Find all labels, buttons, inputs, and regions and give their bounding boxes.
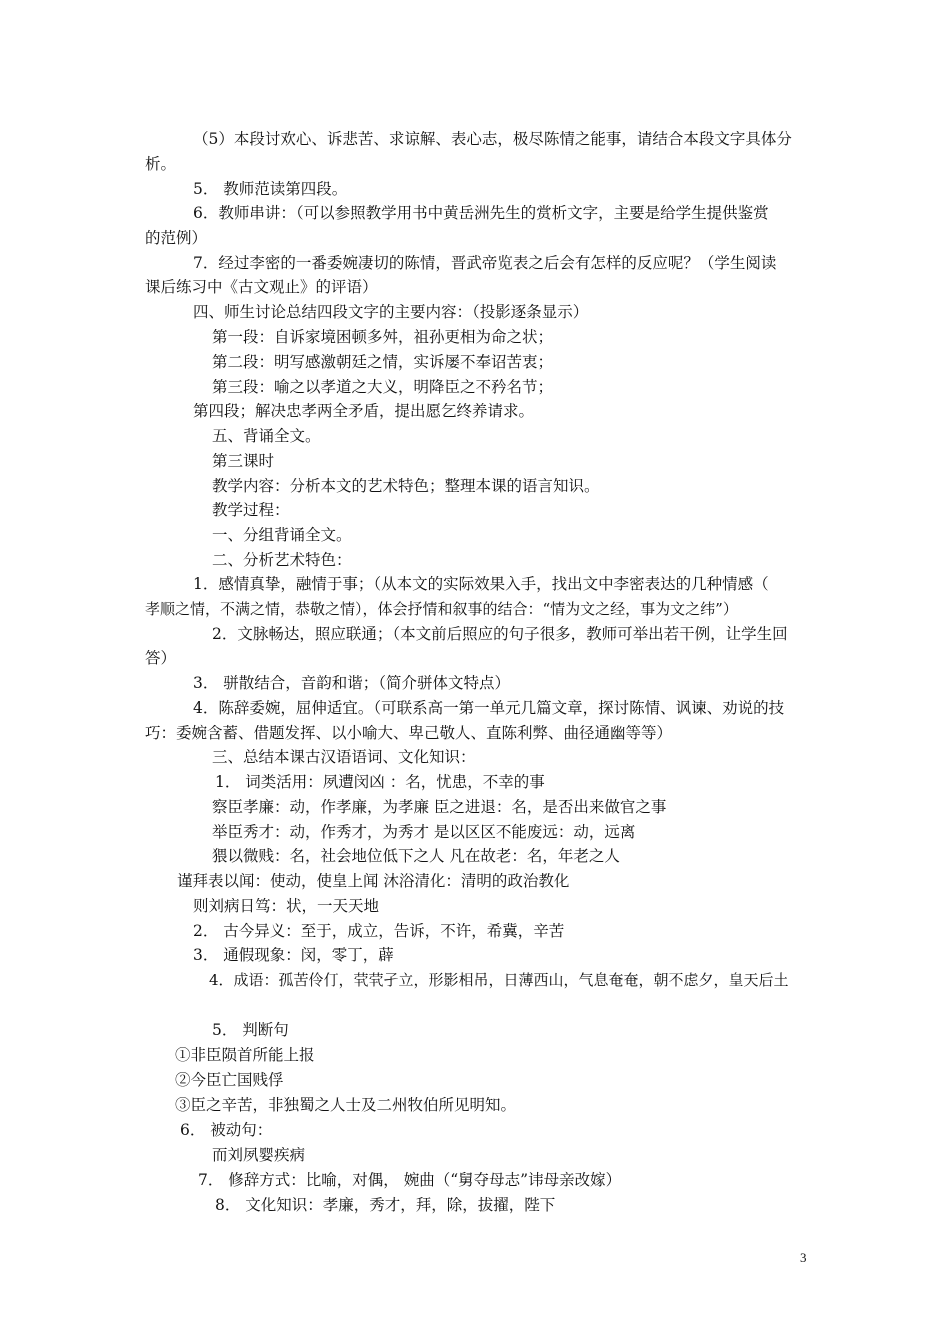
text-line: 则刘病日笃：状，一天天地 bbox=[193, 897, 380, 915]
text-line: ③臣之辛苦，非独蜀之人士及二州牧伯所见明知。 bbox=[175, 1096, 517, 1114]
text-line: 2．文脉畅达，照应联通；（本文前后照应的句子很多，教师可举出若干例，让学生回 bbox=[212, 625, 788, 643]
text-line: 析。 bbox=[145, 155, 177, 173]
text-line: 四、师生讨论总结四段文字的主要内容：（投影逐条显示） bbox=[193, 303, 589, 321]
text-line: 5． 教师范读第四段。 bbox=[193, 180, 348, 198]
text-line: 教学过程： bbox=[212, 501, 290, 519]
page-number: 3 bbox=[800, 1250, 807, 1265]
text-line: （5）本段讨欢心、诉悲苦、求谅解、表心志，极尽陈情之能事，请结合本段文字具体分 bbox=[193, 130, 792, 148]
text-line: 4．陈辞委婉，屈伸适宜。（可联系高一第一单元几篇文章，探讨陈情、讽谏、劝说的技 bbox=[193, 699, 785, 717]
text-line: 举臣秀才：动，作秀才，为秀才 是以区区不能废远：动，远离 bbox=[212, 823, 636, 841]
text-line: 察臣孝廉：动，作孝廉，为孝廉 臣之进退：名，是否出来做官之事 bbox=[212, 798, 667, 816]
text-line: 第一段：自诉家境困顿多舛，祖孙更相为命之状； bbox=[212, 328, 554, 346]
text-line: 孝顺之情，不满之情，恭敬之情），体会抒情和叙事的结合：“情为文之经，事为文之纬”） bbox=[145, 600, 738, 618]
text-line: 6．教师串讲：（可以参照教学用书中黄岳洲先生的赏析文字，主要是给学生提供鉴赏 bbox=[193, 204, 769, 222]
text-line: ②今臣亡国贱俘 bbox=[175, 1071, 284, 1089]
text-line: 3． 骈散结合，音韵和谐；（简介骈体文特点） bbox=[193, 674, 511, 692]
text-line: 巧：委婉含蓄、借题发挥、以小喻大、卑己敬人、直陈利弊、曲径通幽等等） bbox=[145, 724, 673, 742]
text-line: 5． 判断句 bbox=[212, 1021, 289, 1039]
text-line: 7． 修辞方式：比喻，对偶， 婉曲（“舅夺母志”讳母亲改嫁） bbox=[198, 1171, 622, 1189]
text-line: 二、分析艺术特色： bbox=[212, 551, 352, 569]
text-line: 4．成语：孤苦伶仃，茕茕孑立，形影相吊，日薄西山，气息奄奄，朝不虑夕，皇天后土 bbox=[209, 971, 789, 989]
text-line: 第二段：明写感激朝廷之情，实诉屡不奉诏苦衷； bbox=[212, 353, 554, 371]
text-line: 的范例） bbox=[145, 229, 208, 247]
text-line: 教学内容：分析本文的艺术特色；整理本课的语言知识。 bbox=[212, 477, 600, 495]
text-line: 1． 词类活用：夙遭闵凶 ：名，忧患，不幸的事 bbox=[215, 773, 545, 791]
text-line: 8． 文化知识：孝廉，秀才，拜，除，拔擢，陛下 bbox=[215, 1196, 556, 1214]
text-line: 一、分组背诵全文。 bbox=[212, 526, 352, 544]
text-line: 三、总结本课古汉语语词、文化知识： bbox=[212, 748, 476, 766]
text-line: 3． 通假现象：闵，零丁，薜 bbox=[193, 946, 394, 964]
text-line: 而刘夙婴疾病 bbox=[212, 1146, 306, 1164]
text-line: 答） bbox=[145, 649, 177, 667]
text-line: ①非臣陨首所能上报 bbox=[175, 1046, 315, 1064]
text-line: 第四段；解决忠孝两全矛盾，提出愿乞终养请求。 bbox=[193, 402, 535, 420]
text-line: 五、背诵全文。 bbox=[212, 427, 321, 445]
text-line: 2． 古今异义：至于，成立，告诉，不许，希冀，辛苦 bbox=[193, 922, 565, 940]
text-line: 6． 被动句： bbox=[180, 1121, 273, 1139]
text-line: 第三段：喻之以孝道之大义，明降臣之不矜名节； bbox=[212, 378, 554, 396]
text-line: 谨拜表以闻：使动，使皇上闻 沐浴清化：清明的政治教化 bbox=[177, 872, 570, 890]
text-line: 第三课时 bbox=[212, 452, 275, 470]
text-line: 1．感情真挚，融情于事；（从本文的实际效果入手，找出文中李密表达的几种情感（ bbox=[193, 575, 769, 593]
text-line: 课后练习中《古文观止》的评语） bbox=[145, 278, 378, 296]
text-line: 7．经过李密的一番委婉凄切的陈情，晋武帝览表之后会有怎样的反应呢？（学生阅读 bbox=[193, 254, 777, 272]
text-line: 猥以微贱：名，社会地位低下之人 凡在故老：名，年老之人 bbox=[212, 847, 620, 865]
